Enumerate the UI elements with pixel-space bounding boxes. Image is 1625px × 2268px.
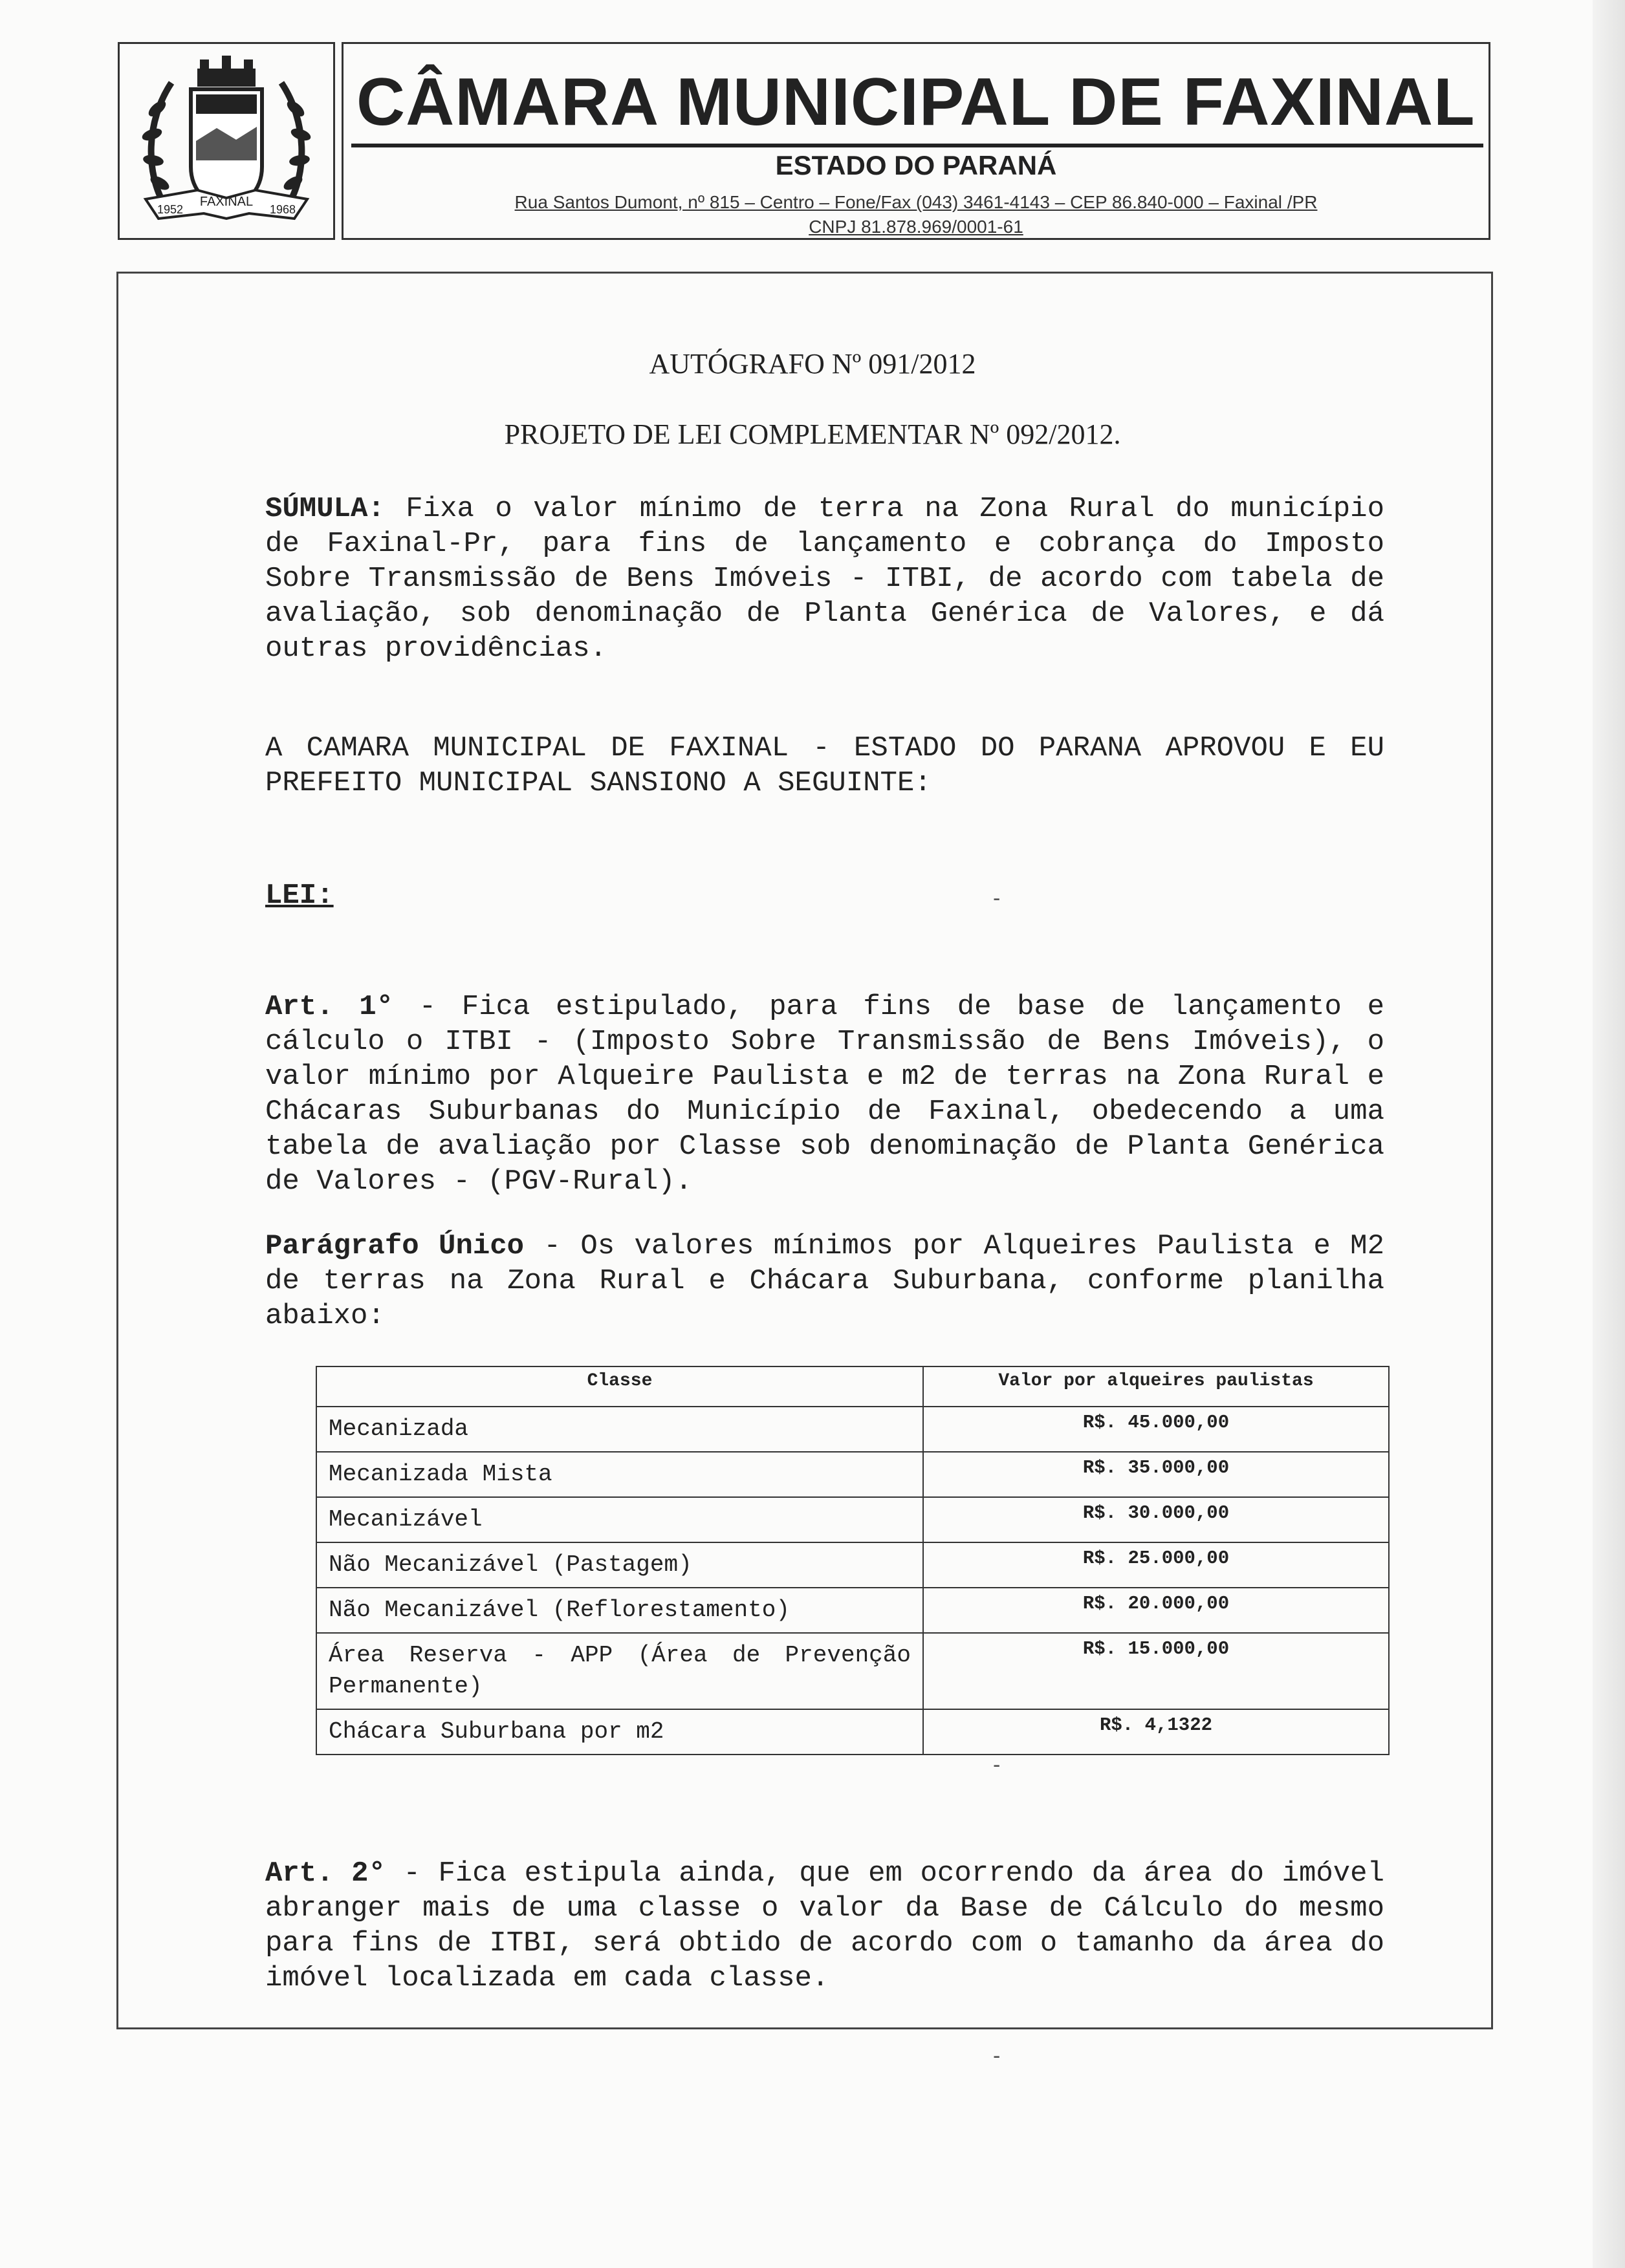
article-1 <box>265 989 1384 1199</box>
classe-cell: Não Mecanizável (Pastagem) <box>316 1542 923 1588</box>
valor-cell: R$. 15.000,00 <box>923 1633 1389 1709</box>
classe-cell: Área Reserva - APP (Área de Prevenção Permanente) <box>316 1633 923 1709</box>
article-2 <box>265 1856 1384 1996</box>
seal-ribbon-text: FAXINAL <box>199 195 254 209</box>
sumula-text: Fixa o valor mínimo de terra na Zona Rural do município de Faxinal-Pr, para fins de lançamento e cobrança do Imposto Sobre Transmissão de Bens Imóveis - ITBI, de acordo com tabela de avaliação, sob denominação de Planta Genérica de Valores, e dá outras providências. <box>265 493 1384 665</box>
valor-cell: R$. 30.000,00 <box>923 1497 1389 1542</box>
valor-cell: R$. 35.000,00 <box>923 1452 1389 1497</box>
valor-cell: R$. 4,1322 <box>923 1709 1389 1755</box>
article-1-text: - Fica estipulado, para fins de base de lançamento e cálculo o ITBI - (Imposto Sobre Transmissão de Bens Imóveis), o valor mínimo por Alqueire Paulista e m2 de terras na Zona Rural e Chácaras Suburbanas do Município de Faxinal, obedecendo a uma tabela de avaliação por Classe sob denominação de Planta Genérica de Valores - (PGV-Rural). <box>265 991 1384 1198</box>
column-header-classe: Classe <box>316 1366 923 1407</box>
seal-year-left: 1952 <box>157 203 184 216</box>
valor-cell: R$. 45.000,00 <box>923 1407 1389 1452</box>
scan-mark: - <box>993 2044 1001 2068</box>
lei-heading: LEI: <box>265 880 334 912</box>
valor-cell: R$. 20.000,00 <box>923 1588 1389 1633</box>
paragrafo-unico <box>265 1229 1384 1334</box>
classe-cell: Não Mecanizável (Reflorestamento) <box>316 1588 923 1633</box>
state-name: ESTADO DO PARANÁ <box>775 150 1057 180</box>
letterhead <box>342 42 1490 240</box>
table-header-row <box>316 1366 1389 1407</box>
table-row <box>316 1633 1389 1709</box>
scan-mark: - <box>993 1753 1001 1777</box>
classe-cell: Mecanizada Mista <box>316 1452 923 1497</box>
autografo-number: AUTÓGRAFO Nº 091/2012 <box>649 348 976 380</box>
classe-cell: Mecanizável <box>316 1497 923 1542</box>
column-header-valor: Valor por alqueires paulistas <box>923 1366 1389 1407</box>
valuation-table <box>316 1366 1390 1755</box>
sumula-paragraph <box>265 491 1384 666</box>
paragrafo-label: Parágrafo Único <box>265 1230 525 1262</box>
paragrafo-text: - Os valores mínimos por Alqueires Paulista e M2 de terras na Zona Rural e Chácara Suburbana, conforme planilha abaixo: <box>265 1230 1384 1332</box>
table-row <box>316 1709 1389 1755</box>
table-row <box>316 1542 1389 1588</box>
scan-mark: - <box>993 886 1001 911</box>
sumula-label: SÚMULA: <box>265 493 385 525</box>
cnpj-line: CNPJ 81.878.969/0001-61 <box>809 217 1023 237</box>
address-line: Rua Santos Dumont, nº 815 – Centro – Fone/Fax (043) 3461-4143 – CEP 86.840-000 – Faxinal /PR <box>514 192 1318 212</box>
institution-title: CÂMARA MUNICIPAL DE FAXINAL <box>356 65 1476 140</box>
page-edge-shadow <box>1593 0 1625 2268</box>
article-2-label: Art. 2° <box>265 1857 386 1890</box>
classe-cell: Mecanizada <box>316 1407 923 1452</box>
article-1-label: Art. 1° <box>265 991 394 1023</box>
classe-cell: Chácara Suburbana por m2 <box>316 1709 923 1755</box>
table-row <box>316 1452 1389 1497</box>
table-row <box>316 1497 1389 1542</box>
seal-year-right: 1968 <box>269 203 296 216</box>
preamble: A CAMARA MUNICIPAL DE FAXINAL - ESTADO DO PARANA APROVOU E EU PREFEITO MUNICIPAL SANSIONO A SEGUINTE: <box>265 732 1384 799</box>
coat-of-arms-box <box>118 42 335 240</box>
article-2-text: - Fica estipula ainda, que em ocorrendo da área do imóvel abranger mais de uma classe o valor da Base de Cálculo do mesmo para fins de ITBI, será obtido de acordo com o tamanho da área do imóvel localizada em cada classe. <box>265 1857 1384 1994</box>
coat-of-arms-icon <box>120 44 333 238</box>
valor-cell: R$. 25.000,00 <box>923 1542 1389 1588</box>
projeto-number: PROJETO DE LEI COMPLEMENTAR Nº 092/2012. <box>504 418 1121 450</box>
table-row <box>316 1407 1389 1452</box>
table-row <box>316 1588 1389 1633</box>
